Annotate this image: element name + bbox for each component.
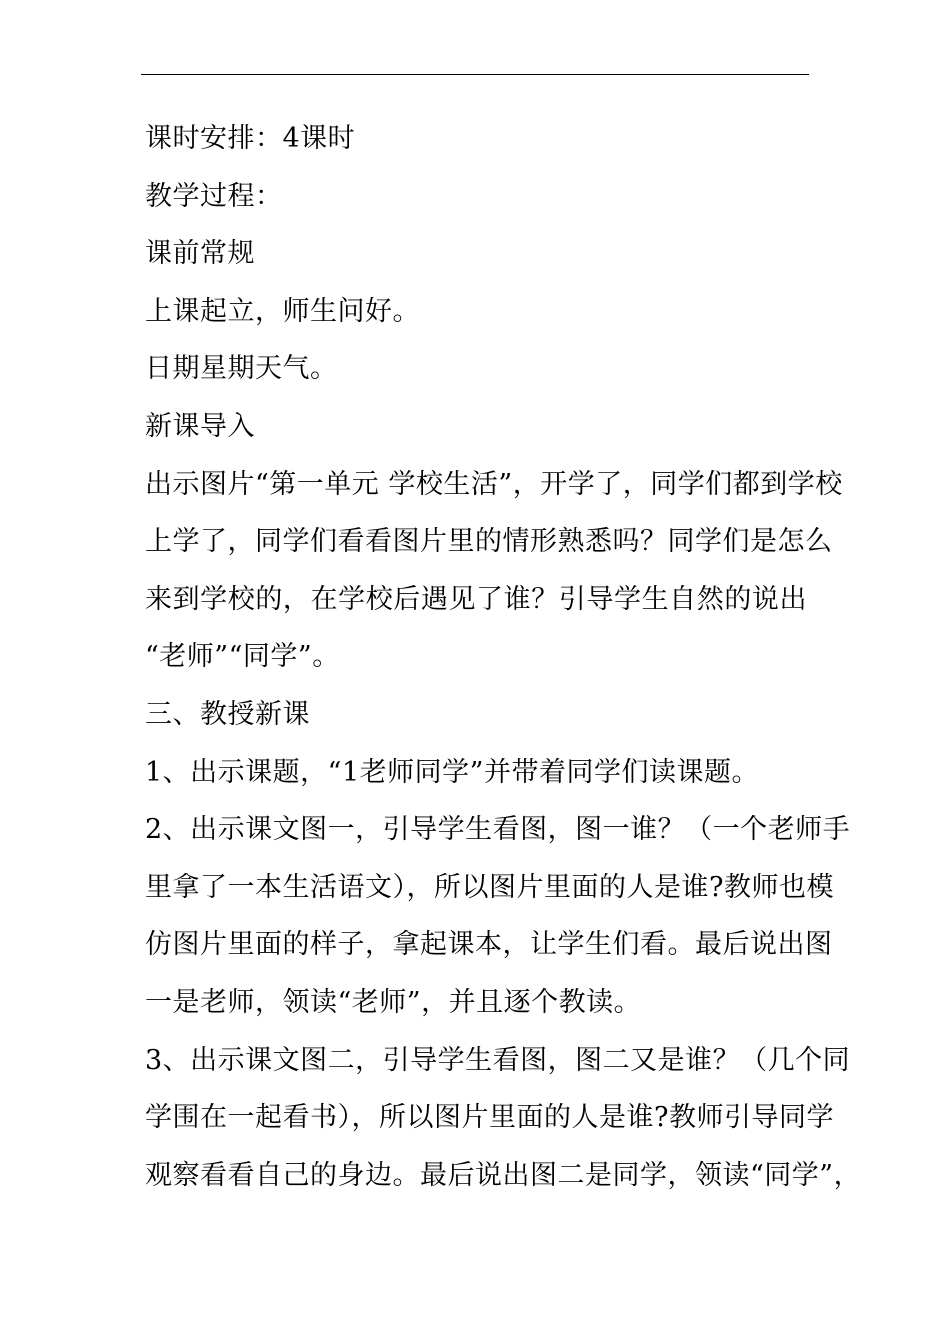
text-line-step-2d: 一是老师，领读“老师”，并且逐个教读。: [145, 986, 642, 1018]
text-line-step-3c: 观察看看自己的身边。最后说出图二是同学，领读“同学”，: [145, 1159, 862, 1191]
document-body: [145, 110, 862, 1204]
text-line-intro-4: “老师”“同学”。: [145, 641, 340, 673]
header-rule: [141, 74, 809, 75]
text-line-intro-3: 来到学校的，在学校后遇见了谁？引导学生自然的说出: [145, 583, 807, 615]
text-line-step-2a: 2、出示课文图一，引导学生看图，图一谁？（一个老师手: [145, 814, 851, 846]
text-line-process: 教学过程：: [145, 180, 283, 212]
text-line-greeting: 上课起立，师生问好。: [145, 295, 420, 327]
text-line-step-2c: 仿图片里面的样子，拿起课本，让学生们看。最后说出图: [145, 929, 833, 961]
text-line-new-lesson-heading: 三、教授新课: [145, 698, 310, 730]
text-line-intro-1: 出示图片“第一单元 学校生活”，开学了，同学们都到学校: [145, 468, 843, 500]
text-line-routine: 课前常规: [145, 238, 255, 270]
text-line-date: 日期星期天气。: [145, 353, 338, 385]
text-line-step-3a: 3、出示课文图二，引导学生看图，图二又是谁？（几个同: [145, 1044, 851, 1076]
text-line-step-1: 1、出示课题，“1老师同学”并带着同学们读课题。: [145, 756, 759, 788]
text-line-schedule: 课时安排：4课时: [145, 123, 356, 154]
text-line-step-3b: 学围在一起看书），所以图片里面的人是谁?教师引导同学: [145, 1102, 834, 1134]
text-line-intro-heading: 新课导入: [145, 410, 255, 442]
text-line-intro-2: 上学了，同学们看看图片里的情形熟悉吗？同学们是怎么: [145, 526, 833, 558]
text-line-step-2b: 里拿了一本生活语文），所以图片里面的人是谁?教师也模: [145, 871, 834, 903]
